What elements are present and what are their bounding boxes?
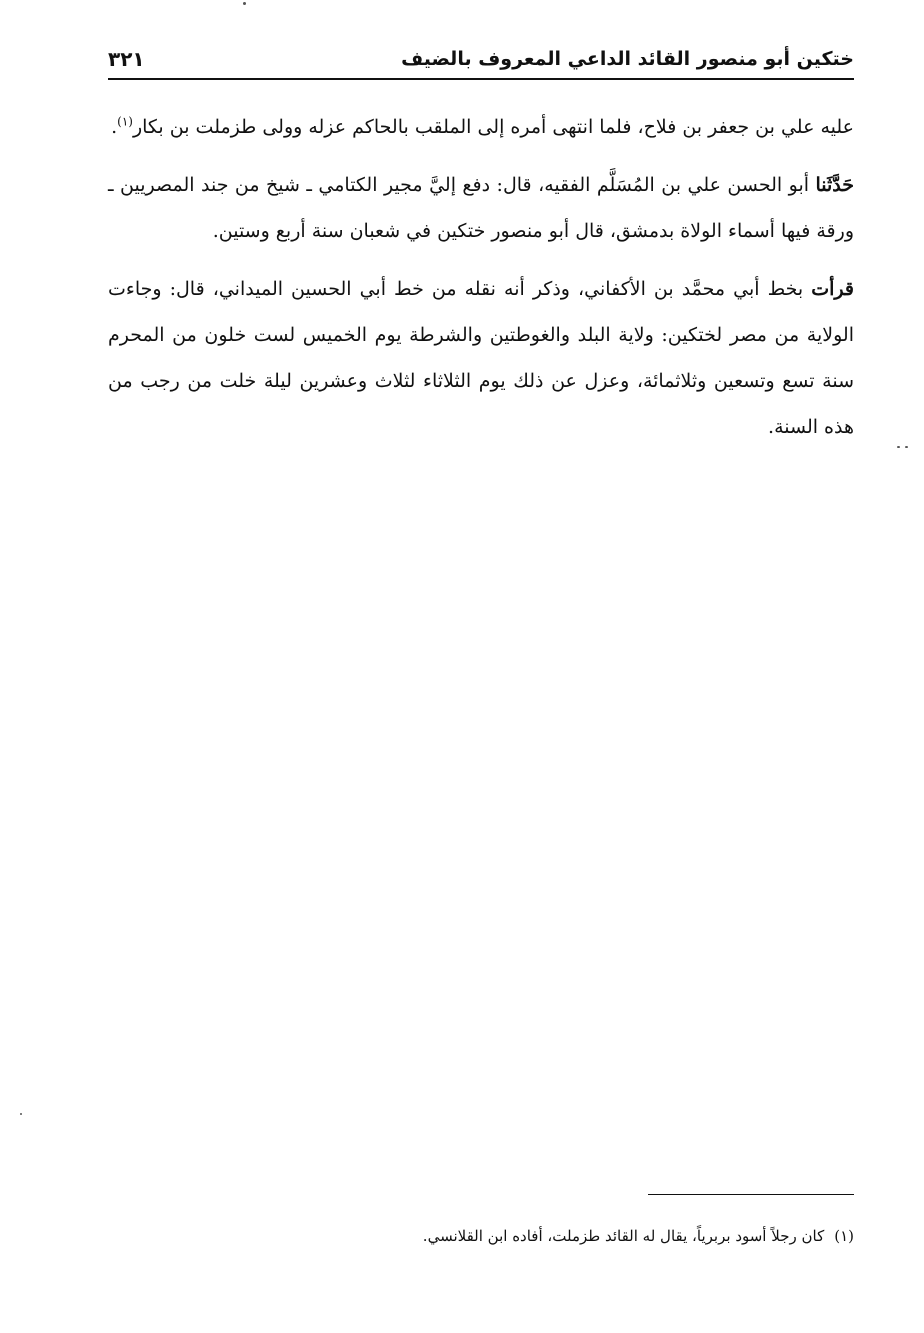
paragraph-1-text: عليه علي بن جعفر بن فلاح، فلما انتهى أمره إلى الملقب بالحاكم عزله وولى طزملت بن بكار [132, 116, 854, 138]
scan-speck [905, 446, 908, 448]
page-number: ٣٢١ [108, 47, 145, 71]
paragraph-2-lead-word: حَدَّثَنا [815, 174, 855, 196]
scan-speck [243, 2, 246, 5]
paragraph-2 [108, 162, 854, 254]
footnote-rule [648, 1194, 854, 1195]
paragraph-1 [108, 104, 854, 150]
paragraph-3-text: بخط أبي محمَّد بن الأكفاني، وذكر أنه نقله من خط أبي الحسين الميداني، قال: وجاءت الولاية من مصر لختكين: ولاية البلد والغوطتين والشرطة يوم الخميس لست خلون من المحرم سنة تسع وتسعين وثلاثمائة، وعزل عن ذلك يوم الثلاثاء لثلاث وعشرين ليلة خلت من رجب من هذه السنة. [108, 278, 854, 438]
footnote-text: كان رجلاً أسود بربرياً، يقال له القائد طزملت، أفاده ابن القلانسي. [422, 1227, 825, 1245]
footnote [108, 1222, 854, 1250]
page-header [108, 44, 854, 78]
paragraph-3-lead-word: قرأت [811, 278, 854, 300]
paragraph-2-text: أبو الحسن علي بن المُسَلَّم الفقيه، قال: دفع إليَّ مجير الكتامي ـ شيخ من جند المصريين ـ ورقة فيها أسماء الولاة بدمشق، قال أبو منصور ختكين في شعبان سنة أربع وستين. [108, 174, 854, 242]
main-text [108, 104, 854, 462]
scan-speck [20, 1113, 22, 1115]
scan-speck [897, 446, 900, 448]
paragraph-3 [108, 266, 854, 450]
running-title: ختكين أبو منصور القائد الداعي المعروف بالضيف [401, 48, 854, 70]
paragraph-1-tail: . [111, 116, 118, 138]
footnote-reference: (١) [117, 114, 133, 129]
footnote-number: (١) [834, 1227, 854, 1245]
header-rule [108, 78, 854, 80]
